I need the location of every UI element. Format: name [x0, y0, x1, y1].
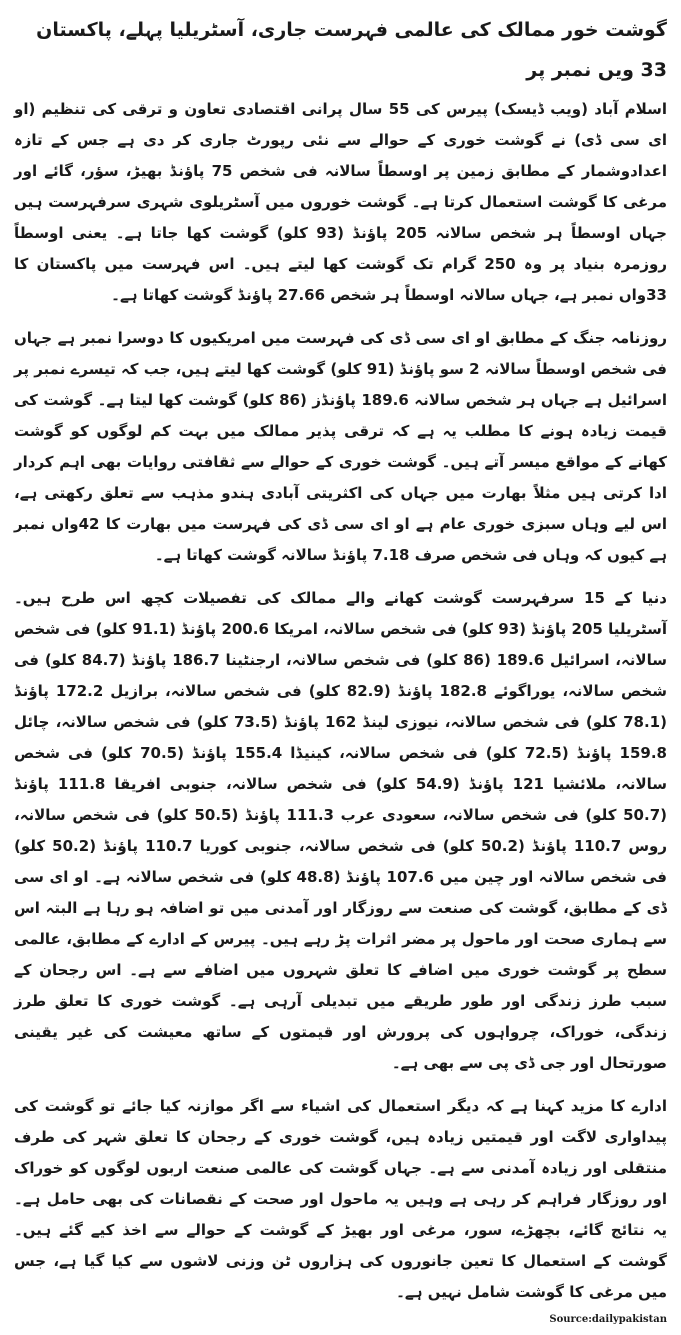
article-headline: گوشت خور ممالک کی عالمی فہرست جاری، آسٹریلیا پہلے، پاکستان 33 ویں نمبر پر — [36, 19, 667, 81]
article-paragraph-3: دنیا کے 15 سرفہرست گوشت کھانے والے ممالک کی تفصیلات کچھ اس طرح ہیں۔ آسٹریلیا 205 پاؤنڈ (93 کلو) فی شخص سالانہ، امریکا 200.6 پاؤنڈ (91.1 کلو) فی شخص سالانہ، اسرائیل 189.6 (86 کلو) فی شخص سالانہ، ارجنٹینا 186.7 پاؤنڈ (84.7 کلو) فی شخص سالانہ، یوراگوئے 182.8 پاؤنڈ (82.9 کلو) فی شخص سالانہ، برازیل 172.2 پاؤنڈ (78.1 کلو) فی شخص سالانہ، نیوزی لینڈ 162 پاؤنڈ (73.5 کلو) فی شخص سالانہ، چائل 159.8 پاؤنڈ (72.5 کلو) فی شخص سالانہ، کینیڈا 155.4 پاؤنڈ (70.5 کلو) فی شخص سالانہ، ملائشیا 121 پاؤنڈ (54.9 کلو) فی شخص سالانہ، جنوبی افریقا 111.8 پاؤنڈ (50.7 کلو) فی شخص سالانہ، سعودی عرب 111.3 پاؤنڈ (50.5 کلو) فی شخص سالانہ، روس 110.7 پاؤنڈ (50.2 کلو) فی شخص سالانہ، جنوبی کوریا 110.7 پاؤنڈ (50.2 کلو) فی شخص سالانہ اور چین میں 107.6 پاؤنڈ (48.8 کلو) فی شخص سالانہ ہے۔ او ای سی ڈی کے مطابق، گوشت کی صنعت سے روزگار اور آمدنی میں تو اضافہ ہو رہا ہے البتہ اس سے ہماری صحت اور ماحول پر مضر اثرات پڑ رہے ہیں۔ پیرس کے ادارے کے مطابق، عالمی سطح پر گوشت خوری میں اضافے کا تعلق شہروں میں اضافے سے ہے۔ اس رجحان کے سبب طرز زندگی اور طور طریقے میں تبدیلی آرہی ہے۔ گوشت خوری کا تعلق طرز زندگی، خوراک، چرواہوں کی پرورش اور قیمتوں کے ساتھ معیشت کی غیر یقینی صورتحال اور جی ڈی پی سے بھی ہے۔ — [14, 589, 668, 1072]
article-paragraph-2: روزنامہ جنگ کے مطابق او ای سی ڈی کی فہرست میں امریکیوں کا دوسرا نمبر ہے جہاں فی شخص اوسطاً سالانہ 2 سو پاؤنڈ (91 کلو) گوشت کھا لیتے ہیں، جب کہ تیسرے نمبر پر اسرائیل ہے جہاں ہر شخص سالانہ 189.6 پاؤنڈز (86 کلو) گوشت کھا لیتا ہے۔ گوشت کی قیمت زیادہ ہونے کا مطلب یہ ہے کہ ترقی پذیر ممالک میں بہت کم لوگوں کو گوشت کھانے کے مواقع میسر آتے ہیں۔ گوشت خوری کے حوالے سے ثقافتی روایات بھی اہم کردار ادا کرتی ہیں مثلاً بھارت میں جہاں کی اکثریتی آبادی ہندو مذہب سے تعلق رکھتی ہے، اس لیے وہاں سبزی خوری عام ہے او ای سی ڈی کی فہرست میں بھارت کا 42واں نمبر ہے کیوں کہ وہاں فی شخص صرف 7.18 پاؤنڈ سالانہ گوشت کھاتا ہے۔ — [14, 329, 668, 564]
article-paragraph-4: ادارے کا مزید کہنا ہے کہ دیگر استعمال کی اشیاء سے اگر موازنہ کیا جائے تو گوشت کی پیداواری لاگت اور قیمتیں زیادہ ہیں، گوشت خوری کے رجحان کا تعلق شہر کی طرف منتقلی اور زیادہ آمدنی سے ہے۔ جہاں گوشت کی عالمی صنعت اربوں لوگوں کو خوراک اور روزگار فراہم کر رہی ہے وہیں یہ ماحول اور صحت کے نقصانات کی بھی حامل ہے۔ یہ نتائج گائے، بچھڑے، سور، مرغی اور بھیڑ کے گوشت کے حوالے سے اخذ کیے گئے ہیں۔ گوشت کے استعمال کا تعین جانوروں کی ہزاروں ٹن وزنی لاشوں سے کیا گیا ہے، جس میں مرغی کا گوشت شامل نہیں ہے۔ — [14, 1097, 667, 1301]
source-credit: Source:dailypakistan — [549, 1314, 667, 1325]
article — [14, 10, 667, 1320]
article-paragraph-1: اسلام آباد (ویب ڈیسک) پیرس کی 55 سال پرانی اقتصادی تعاون و ترقی کی تنظیم (او ای سی ڈی) نے گوشت خوری کے حوالے سے نئی رپورٹ جاری کر دی ہے جس کے تازہ اعدادوشمار کے مطابق زمین پر اوسطاً سالانہ فی شخص 75 پاؤنڈ بھیڑ، سؤر، گائے اور مرغی کا گوشت استعمال کرتا ہے۔ گوشت خوروں میں آسٹریلوی شہری سرفہرست ہیں جہاں اوسطاً ہر شخص سالانہ 205 پاؤنڈ (93 کلو) گوشت کھا جاتا ہے۔ یعنی اوسطاً روزمرہ بنیاد پر وہ 250 گرام تک گوشت کھا لیتے ہیں۔ اس فہرست میں پاکستان کا 33واں نمبر ہے، جہاں سالانہ اوسطاً ہر شخص 27.66 پاؤنڈ گوشت کھاتا ہے۔ — [14, 100, 667, 304]
